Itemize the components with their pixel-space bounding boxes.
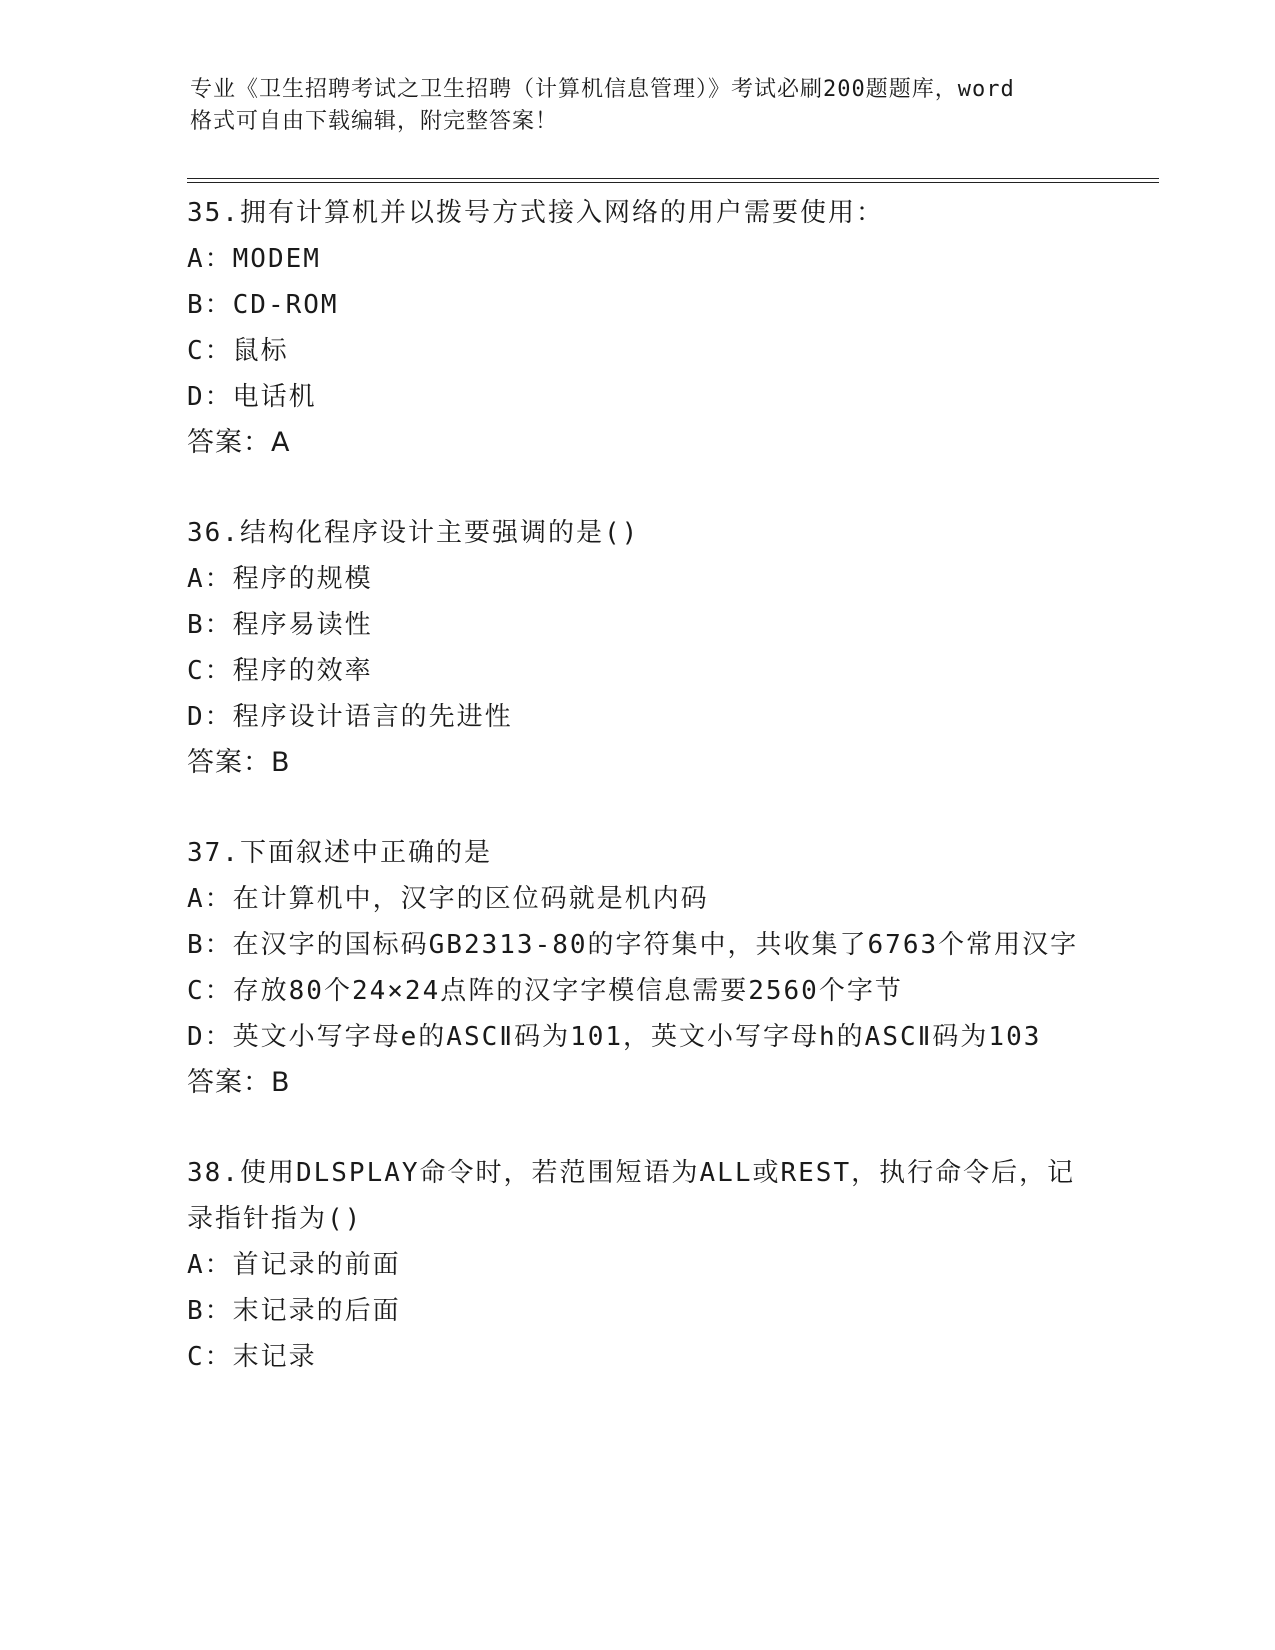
option-a: A：MODEM — [187, 244, 321, 274]
header-divider-top — [187, 178, 1159, 179]
option-b: B：在汉字的国标码GB2313-80的字符集中，共收集了6763个常用汉字 — [187, 930, 1079, 960]
question-35 — [187, 190, 1087, 466]
option-a: A：首记录的前面 — [187, 1250, 401, 1280]
option-b: B：程序易读性 — [187, 610, 373, 640]
option-b: B：CD-ROM — [187, 290, 339, 320]
answer: 答案：B — [187, 1067, 291, 1098]
question-title: 38.使用DLSPLAY命令时，若范围短语为ALL或REST，执行命令后，记录指针指为() — [187, 1158, 1076, 1234]
question-38 — [187, 1150, 1087, 1380]
option-c: C：末记录 — [187, 1342, 317, 1372]
header-title-line2: 格式可自由下载编辑，附完整答案！ — [190, 109, 559, 134]
question-37 — [187, 830, 1087, 1106]
option-a: A：在计算机中，汉字的区位码就是机内码 — [187, 884, 709, 914]
question-title: 35.拥有计算机并以拨号方式接入网络的用户需要使用： — [187, 198, 884, 228]
option-c: C：程序的效率 — [187, 656, 373, 686]
question-36 — [187, 510, 1087, 786]
option-c: C：存放80个24×24点阵的汉字字模信息需要2560个字节 — [187, 976, 903, 1006]
option-c: C：鼠标 — [187, 336, 289, 366]
question-title: 37.下面叙述中正确的是 — [187, 838, 492, 868]
question-list — [187, 190, 1087, 1380]
option-a: A：程序的规模 — [187, 564, 373, 594]
answer: 答案：B — [187, 747, 291, 778]
header-title-line1: 专业《卫生招聘考试之卫生招聘（计算机信息管理）》考试必刷200题题库，word — [190, 77, 1015, 102]
option-d: D：英文小写字母e的ASCⅡ码为101，英文小写字母h的ASCⅡ码为103 — [187, 1022, 1042, 1052]
document-header — [190, 74, 1090, 138]
option-d: D：电话机 — [187, 382, 317, 412]
question-title: 36.结构化程序设计主要强调的是() — [187, 518, 640, 548]
option-d: D：程序设计语言的先进性 — [187, 702, 513, 732]
answer: 答案：A — [187, 427, 291, 458]
option-b: B：末记录的后面 — [187, 1296, 401, 1326]
header-divider-bottom — [187, 182, 1159, 183]
